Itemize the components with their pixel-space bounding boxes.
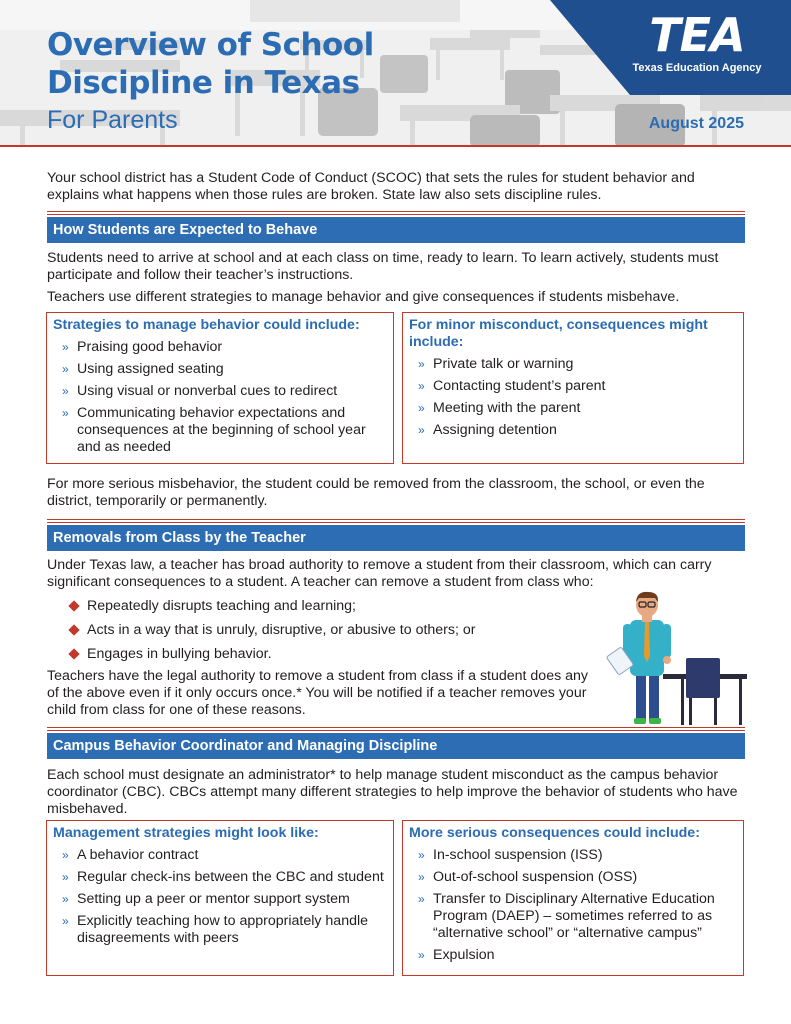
- section-heading-behavior: How Students are Expected to Behave: [47, 217, 745, 243]
- list-item: Repeatedly disrupts teaching and learning;: [70, 598, 476, 622]
- serious-misbehavior-paragraph: For more serious misbehavior, the student could be removed from the classroom, the school, or even the district, temporarily or permanently.: [47, 476, 705, 509]
- list-item: » Using assigned seating: [62, 361, 224, 377]
- strategies-list: [53, 339, 387, 456]
- bullet-icon: »: [418, 948, 425, 962]
- behavior-paragraph-1: Students need to arrive at school and at each class on time, ready to learn. To learn actively, students must participate and follow their teacher’s instructions.: [47, 250, 719, 283]
- list-item: » Expulsion: [418, 947, 495, 963]
- minor-consequences-box: [402, 312, 744, 464]
- teacher-illustration: [605, 590, 755, 730]
- header-rule: [0, 145, 791, 147]
- diamond-bullet-icon: [68, 624, 79, 635]
- serious-consequences-list: [409, 847, 737, 964]
- page-header: [0, 0, 791, 147]
- diamond-bullet-icon: [68, 600, 79, 611]
- bullet-icon: »: [418, 357, 425, 371]
- management-strategies-box-title: Management strategies might look like:: [53, 825, 319, 841]
- diamond-bullet-icon: [68, 648, 79, 659]
- cbc-paragraph: Each school must designate an administrator* to help manage student misconduct as the campus behavior coordinator (CBC). CBCs attempt many different strategies to help improve the behavior of students who have misbehaved.: [47, 767, 738, 817]
- behavior-paragraph-2: Teachers use different strategies to manage behavior and give consequences if students misbehave.: [47, 289, 680, 305]
- list-item: Acts in a way that is unruly, disruptive, or abusive to others; or: [70, 622, 476, 646]
- title-line-2: Discipline in Texas: [47, 65, 360, 101]
- management-strategies-list: [53, 847, 387, 947]
- bullet-icon: »: [418, 848, 425, 862]
- section-heading-cbc: Campus Behavior Coordinator and Managing Discipline: [47, 733, 745, 759]
- bullet-icon: »: [418, 423, 425, 437]
- logo-wordmark: TEA: [649, 8, 745, 62]
- list-item: » Meeting with the parent: [418, 400, 581, 416]
- title-line-1: Overview of School: [47, 27, 374, 63]
- list-item: » Private talk or warning: [418, 356, 574, 372]
- list-item: » Setting up a peer or mentor support system: [62, 891, 350, 907]
- list-item: » Contacting student’s parent: [418, 378, 606, 394]
- strategies-box: [46, 312, 394, 464]
- minor-consequences-box-title: For minor misconduct, consequences might include:: [409, 317, 708, 350]
- bullet-icon: »: [418, 401, 425, 415]
- bullet-icon: »: [418, 892, 425, 906]
- bullet-icon: »: [62, 848, 69, 862]
- bullet-icon: »: [62, 406, 69, 420]
- list-item: » Communicating behavior expectations and consequences at the beginning of school year and as needed: [62, 405, 366, 455]
- removal-reasons-list: [70, 598, 476, 670]
- logo-subtext: Texas Education Agency: [632, 62, 762, 74]
- serious-consequences-box-title: More serious consequences could include:: [409, 825, 700, 841]
- list-item: » Transfer to Disciplinary Alternative Education Program (DAEP) – sometimes referred to as “alternative school” or “alternative campus”: [418, 891, 715, 941]
- bullet-icon: »: [62, 870, 69, 884]
- serious-consequences-box: [402, 820, 744, 976]
- list-item: » Praising good behavior: [62, 339, 223, 355]
- tea-logo: [632, 10, 762, 74]
- bullet-icon: »: [62, 892, 69, 906]
- management-strategies-box: [46, 820, 394, 976]
- strategies-box-title: Strategies to manage behavior could include:: [53, 317, 360, 333]
- removals-paragraph-1: Under Texas law, a teacher has broad authority to remove a student from their classroom, which can carry significant consequences to a student. A teacher can remove a student from class who:: [47, 557, 712, 590]
- minor-consequences-list: [409, 356, 737, 439]
- list-item: Engages in bullying behavior.: [70, 646, 476, 670]
- bullet-icon: »: [62, 362, 69, 376]
- intro-paragraph: Your school district has a Student Code of Conduct (SCOC) that sets the rules for student behavior and explains what happens when those rules are broken. State law also sets discipline rules.: [47, 170, 695, 203]
- bullet-icon: »: [62, 340, 69, 354]
- page-subtitle: For Parents: [47, 106, 178, 134]
- bullet-icon: »: [62, 914, 69, 928]
- publication-date: August 2025: [648, 115, 744, 132]
- bullet-icon: »: [418, 870, 425, 884]
- list-item: » Using visual or nonverbal cues to redirect: [62, 383, 338, 399]
- removals-paragraph-2: Teachers have the legal authority to remove a student from class if a student does any of the above even if it only occurs once.* You will be notified if a teacher removes your child from class for one of these reasons.: [47, 668, 589, 718]
- bullet-icon: »: [418, 379, 425, 393]
- section-heading-removals: Removals from Class by the Teacher: [47, 525, 745, 551]
- list-item: » Regular check-ins between the CBC and student: [62, 869, 384, 885]
- bullet-icon: »: [62, 384, 69, 398]
- page-title: [47, 26, 374, 102]
- list-item: » Out-of-school suspension (OSS): [418, 869, 638, 885]
- list-item: » In-school suspension (ISS): [418, 847, 603, 863]
- list-item: » Explicitly teaching how to appropriately handle disagreements with peers: [62, 913, 369, 946]
- list-item: » Assigning detention: [418, 422, 557, 438]
- list-item: » A behavior contract: [62, 847, 199, 863]
